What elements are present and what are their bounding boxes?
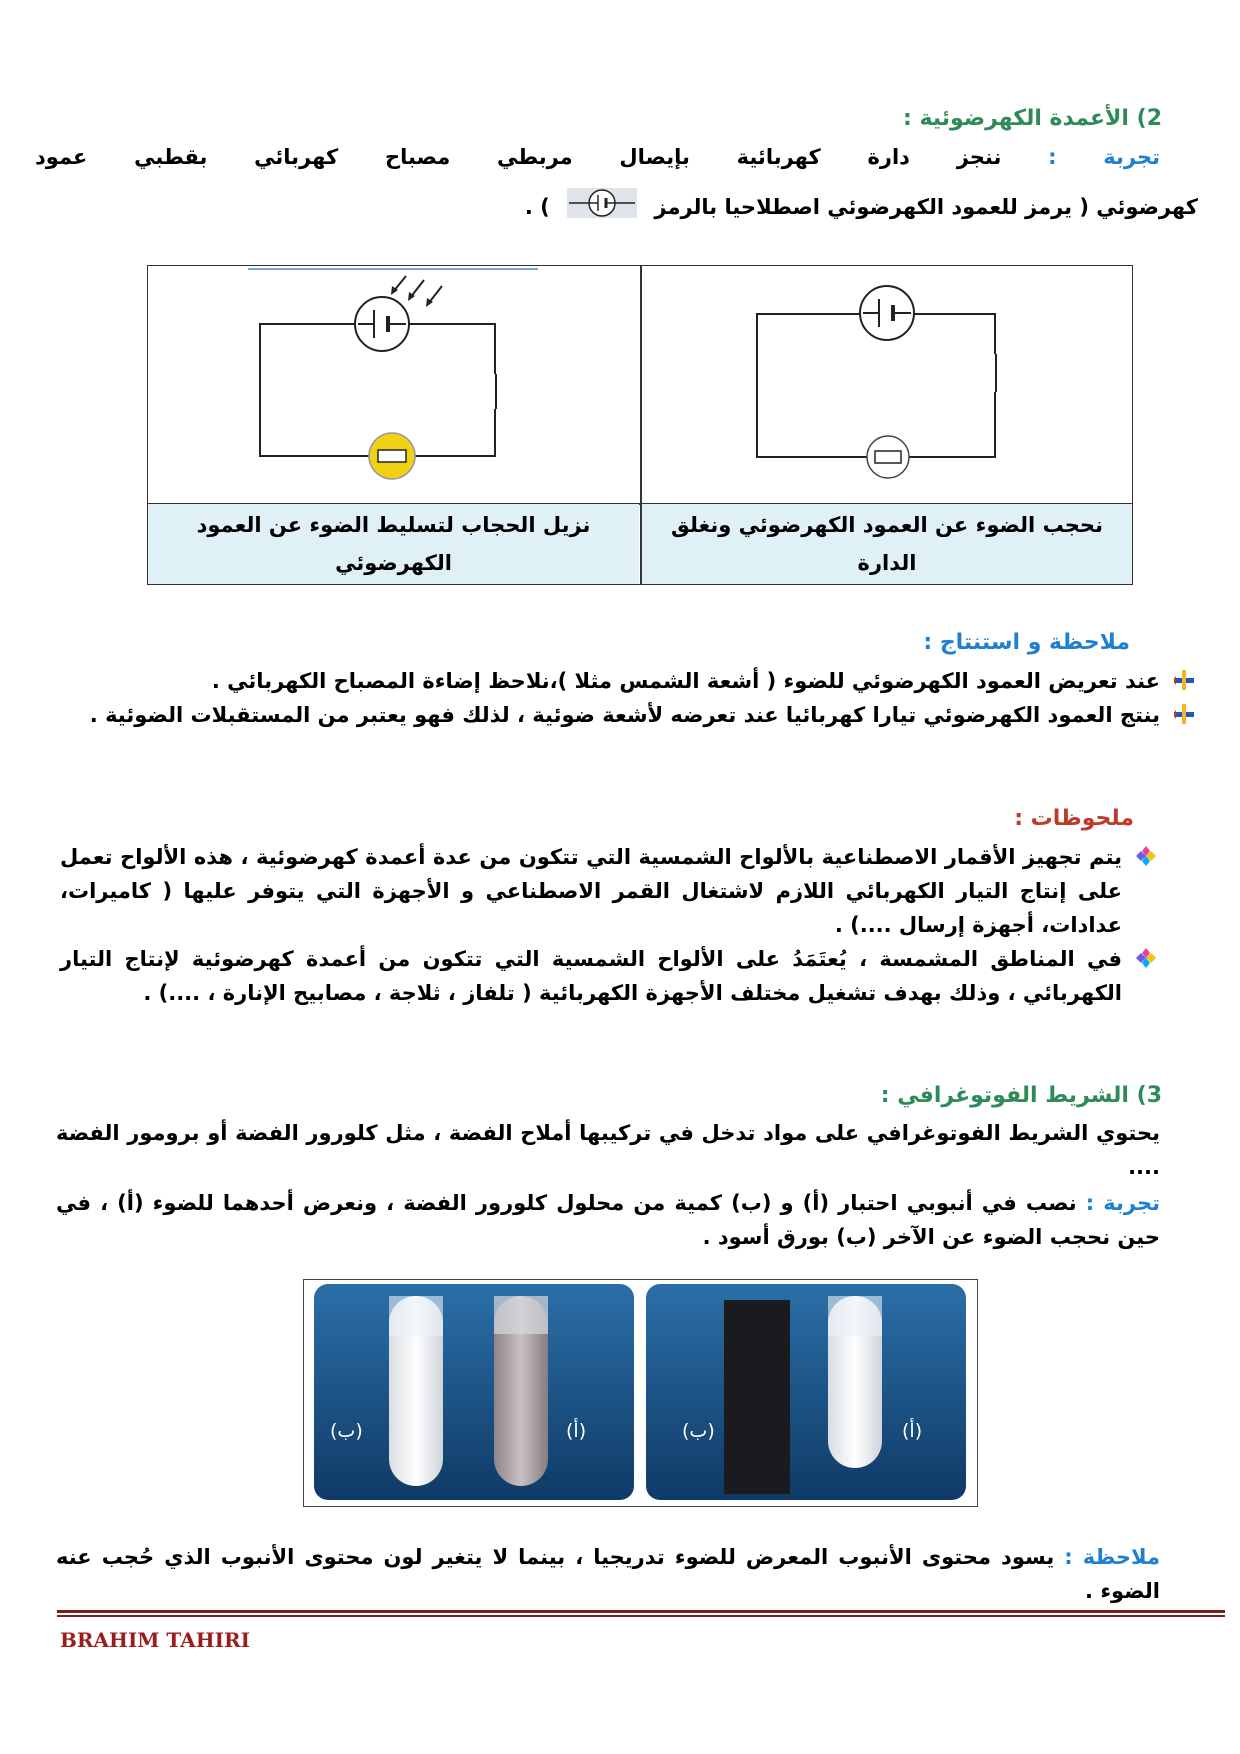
section2-experiment-line1 <box>35 140 1160 174</box>
caption-dark-circuit: نحجب الضوء عن العمود الكهرضوئي ونغلق الدارة <box>642 504 1132 584</box>
note-text-2: في المناطق المشمسة ، يُعتَمَدُ على الألواح الشمسية التي تتكون من أعمدة كهرضوئية لإنتاج التيار الكهربائي ، وذلك بهدف تشغيل مختلف الأجهزة الكهربائية ( تلفاز ، ثلاجة ، مصابيح الإنارة ، ....) . <box>60 947 1122 1005</box>
section3-exp-text: نصب في أنبوبي احتبار (أ) و (ب) كمية من محلول كلورور الفضة ، ونعرض أحدهما للضوء (أ) ، في حين نحجب الضوء عن الآخر (ب) بورق أسود . <box>56 1191 1160 1249</box>
circuit-table <box>147 265 1133 585</box>
final-note-label: ملاحظة : <box>1064 1545 1161 1569</box>
circuit-dark-diagram <box>642 266 1132 502</box>
notes-list <box>60 840 1160 1010</box>
diamond-bullet-icon <box>1136 948 1156 968</box>
tube-a-label-left: (أ) <box>566 1420 587 1442</box>
section3-intro: يحتوي الشريط الفوتوغرافي على مواد تدخل في تركيبها أملاح الفضة ، مثل كلورور الفضة أو برومور الفضة .... <box>56 1121 1160 1179</box>
circuit-lit-diagram <box>148 266 638 502</box>
section2-title: الأعمدة الكهرضوئية : <box>903 106 1129 131</box>
arrow-bullet-icon <box>1174 670 1194 690</box>
section2-exp-text1: ننجز دارة كهربائية بإيصال مربطي مصباح كهربائي بقطبي عمود <box>35 145 1002 169</box>
test-tubes-illustration <box>304 1280 976 1505</box>
section2-heading <box>562 106 1162 131</box>
list-item <box>60 942 1160 1010</box>
test-tubes-photo <box>303 1279 978 1507</box>
footer-author: BRAHIM TAHIRI <box>60 1628 250 1652</box>
photocell-symbol-icon <box>567 188 637 218</box>
section3-heading <box>562 1083 1162 1108</box>
footer-rule-thick <box>57 1610 1225 1613</box>
observation-list <box>58 664 1198 732</box>
photocell-symbol <box>567 188 637 228</box>
section3-number: 3) <box>1136 1083 1162 1108</box>
tube-b-label-right: (ب) <box>682 1420 715 1442</box>
tube-a-label-right: (أ) <box>902 1420 923 1442</box>
observation-text-2: ينتج العمود الكهرضوئي تيارا كهربائيا عند تعرضه لأشعة ضوئية ، لذلك فهو يعتبر من المستقبلات الضوئية . <box>89 703 1160 727</box>
section3-exp-label: تجربة : <box>1085 1191 1161 1215</box>
list-item <box>58 664 1198 698</box>
section2-exp-text2: كهرضوئي ( يرمز للعمود الكهرضوئي اصطلاحيا بالرمز <box>654 195 1198 219</box>
observation-text-1: عند تعريض العمود الكهرضوئي للضوء ( أشعة الشمس مثلا )،نلاحظ إضاءة المصباح الكهربائي . <box>211 669 1160 693</box>
section3-title: الشريط الفوتوغرافي : <box>880 1083 1129 1108</box>
arrow-bullet-icon <box>1174 704 1194 724</box>
footer-rule-thin <box>57 1615 1225 1617</box>
final-note <box>56 1540 1160 1608</box>
section3-experiment <box>56 1186 1160 1254</box>
final-note-text: يسود محتوى الأنبوب المعرض للضوء تدريجيا ، بينما لا يتغير لون محتوى الأنبوب الذي حُجب عنه الضوء . <box>56 1545 1160 1603</box>
observation-title: ملاحظة و استنتاج : <box>923 630 1130 655</box>
diamond-bullet-icon <box>1136 846 1156 866</box>
notes-title: ملحوظات : <box>1014 806 1134 831</box>
caption-lit-circuit: نزيل الحجاب لتسليط الضوء عن العمود الكهرضوئي <box>148 504 639 584</box>
section2-number: 2) <box>1136 106 1162 131</box>
tube-b-label-left: (ب) <box>330 1420 363 1442</box>
note-text-1: يتم تجهيز الأقمار الاصطناعية بالألواح الشمسية التي تتكون من عدة أعمدة كهرضوئية ، هذه الألواح تعمل على إنتاج التيار الكهربائي اللازم لاشتغال القمر الاصطناعي و الأجهزة التي يتوفر عليها ( كاميرات، عدادات، أجهزة إرسال ....) . <box>60 845 1122 937</box>
section2-exp-label: تجربة : <box>1048 145 1161 169</box>
list-item <box>58 698 1198 732</box>
list-item <box>60 840 1160 942</box>
section2-exp-end: ) . <box>524 195 550 219</box>
section2-experiment-line2 <box>78 188 1198 228</box>
